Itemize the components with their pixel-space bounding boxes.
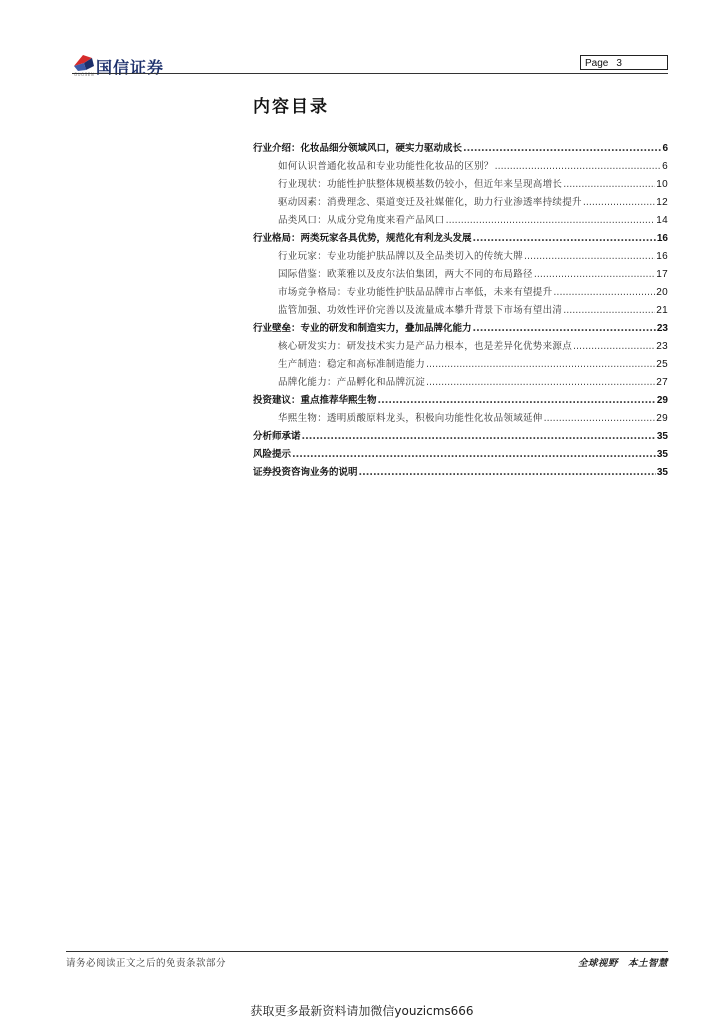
toc-section-entry[interactable]	[253, 446, 668, 464]
toc-section-entry[interactable]	[253, 230, 668, 248]
toc-entry-page: 12	[656, 197, 668, 208]
toc-section-entry[interactable]	[253, 392, 668, 410]
toc-entry-page: 25	[656, 359, 668, 370]
toc-leader-dots	[495, 158, 662, 176]
toc-entry-title: 监管加强、功效性评价完善以及流量成本攀升背景下市场有望出清	[278, 305, 563, 316]
toc-entry-title: 品类风口：从成分党角度来看产品风口	[278, 215, 445, 226]
page-number: 3	[616, 58, 622, 69]
watermark-text: 获取更多最新资料请加微信youzicms666	[250, 1004, 474, 1018]
toc-entry-page: 29	[656, 395, 668, 406]
toc-entry-page: 23	[656, 323, 668, 334]
toc-subsection-entry[interactable]	[253, 176, 668, 194]
toc-leader-dots	[563, 176, 655, 194]
toc-entry-title: 生产制造：稳定和高标准制造能力	[278, 359, 426, 370]
toc-entry-page: 10	[656, 179, 668, 190]
toc-entry-title: 行业格局：两类玩家各具优势，规范化有利龙头发展	[253, 233, 472, 244]
toc-entry-title: 国际借鉴：欧莱雅以及皮尔法伯集团，两大不同的布局路径	[278, 269, 533, 280]
toc-entry-title: 证券投资咨询业务的说明	[253, 467, 358, 478]
company-logo	[72, 52, 192, 78]
toc-leader-dots	[359, 464, 656, 482]
toc-leader-dots	[446, 212, 656, 230]
logo-text: 国信证券	[96, 58, 165, 77]
toc-subsection-entry[interactable]	[253, 338, 668, 356]
toc-entry-page: 23	[656, 341, 668, 352]
footer-disclaimer: 请务必阅读正文之后的免责条款部分	[66, 958, 227, 969]
toc-section-entry[interactable]	[253, 428, 668, 446]
toc-subsection-entry[interactable]	[253, 212, 668, 230]
toc-leader-dots	[463, 140, 661, 158]
toc-leader-dots	[583, 194, 655, 212]
toc-entry-title: 如何认识普通化妆品和专业功能性化妆品的区别？	[278, 161, 494, 172]
toc-subsection-entry[interactable]	[253, 194, 668, 212]
toc-entry-page: 27	[656, 377, 668, 388]
toc-section-entry[interactable]	[253, 464, 668, 482]
toc-subsection-entry[interactable]	[253, 410, 668, 428]
toc-subsection-entry[interactable]	[253, 158, 668, 176]
toc-entry-title: 风险提示	[253, 449, 292, 460]
toc-subsection-entry[interactable]	[253, 374, 668, 392]
toc-entry-page: 35	[656, 449, 668, 460]
toc-leader-dots	[553, 284, 655, 302]
toc-entry-title: 行业介绍：化妆品细分领域风口，硬实力驱动成长	[253, 143, 463, 154]
toc-leader-dots	[426, 356, 655, 374]
footer-slogan	[578, 955, 668, 969]
toc-leader-dots	[292, 446, 656, 464]
toc-title: 内容目录	[253, 97, 329, 117]
toc-entry-title: 核心研发实力：研发技术实力是产品力根本，也是差异化优势来源点	[278, 341, 573, 352]
toc-subsection-entry[interactable]	[253, 284, 668, 302]
toc-entry-title: 分析师承诺	[253, 431, 301, 442]
toc-leader-dots	[563, 302, 655, 320]
logo-subtext: GUOSEN	[74, 72, 95, 77]
toc-leader-dots	[302, 428, 656, 446]
table-of-contents	[253, 140, 668, 482]
toc-subsection-entry[interactable]	[253, 356, 668, 374]
toc-entry-page: 17	[656, 269, 668, 280]
toc-leader-dots	[473, 320, 656, 338]
logo-mark-icon	[72, 52, 96, 74]
toc-entry-page: 14	[656, 215, 668, 226]
toc-entry-page: 35	[656, 467, 668, 478]
page-label: Page	[585, 58, 609, 69]
toc-subsection-entry[interactable]	[253, 266, 668, 284]
toc-entry-page: 16	[656, 251, 668, 262]
toc-section-entry[interactable]	[253, 320, 668, 338]
toc-leader-dots	[573, 338, 655, 356]
toc-entry-title: 品牌化能力：产品孵化和品牌沉淀	[278, 377, 426, 388]
toc-subsection-entry[interactable]	[253, 302, 668, 320]
toc-leader-dots	[534, 266, 655, 284]
header-divider	[72, 73, 668, 74]
toc-entry-title: 驱动因素：消费理念、渠道变迁及社媒催化，助力行业渗透率持续提升	[278, 197, 582, 208]
toc-leader-dots	[544, 410, 656, 428]
footer-slogan-part-1: 全球视野	[577, 958, 618, 969]
toc-leader-dots	[378, 392, 656, 410]
toc-entry-page: 35	[656, 431, 668, 442]
toc-entry-title: 投资建议：重点推荐华熙生物	[253, 395, 377, 406]
toc-leader-dots	[426, 374, 655, 392]
toc-section-entry[interactable]	[253, 140, 668, 158]
toc-entry-page: 21	[656, 305, 668, 316]
toc-entry-title: 行业现状：功能性护肤整体规模基数仍较小，但近年来呈现高增长	[278, 179, 563, 190]
page-indicator	[580, 55, 668, 70]
toc-entry-page: 29	[656, 413, 668, 424]
toc-entry-page: 16	[656, 233, 668, 244]
footer-divider	[66, 951, 668, 952]
toc-entry-title: 行业壁垒：专业的研发和制造实力，叠加品牌化能力	[253, 323, 472, 334]
toc-entry-page: 6	[662, 161, 668, 172]
toc-leader-dots	[473, 230, 656, 248]
toc-entry-title: 行业玩家：专业功能护肤品牌以及全品类切入的传统大牌	[278, 251, 524, 262]
toc-entry-title: 华熙生物：透明质酸原料龙头，积极向功能性化妆品领域延伸	[278, 413, 543, 424]
toc-leader-dots	[524, 248, 655, 266]
toc-subsection-entry[interactable]	[253, 248, 668, 266]
toc-entry-title: 市场竞争格局：专业功能性护肤品品牌市占率低，未来有望提升	[278, 287, 553, 298]
footer-slogan-part-2: 本土智慧	[627, 958, 668, 969]
toc-entry-page: 6	[662, 143, 668, 154]
toc-entry-page: 20	[656, 287, 668, 298]
